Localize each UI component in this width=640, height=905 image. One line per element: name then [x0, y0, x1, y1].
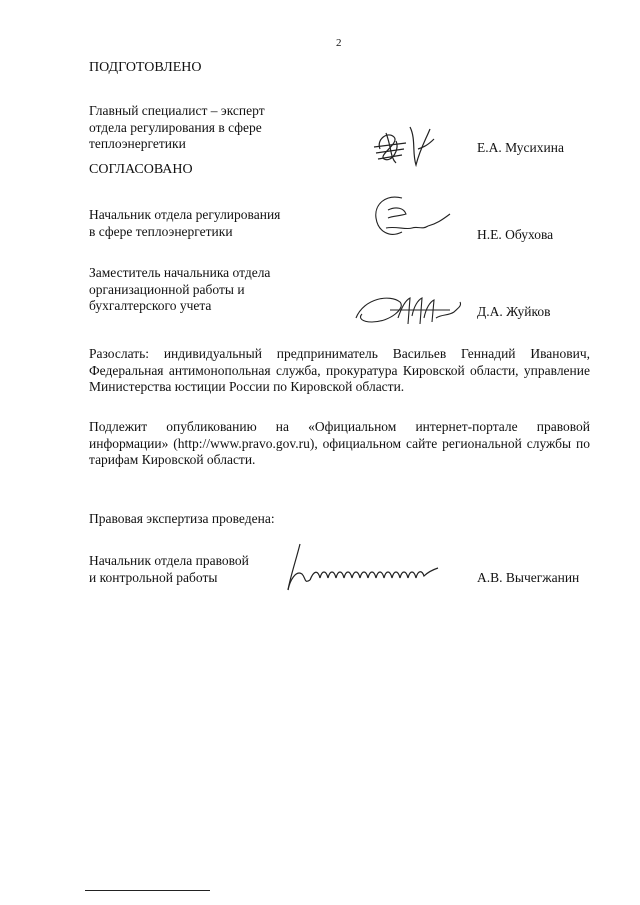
position-line: отдела регулирования в сфере	[89, 119, 262, 135]
page-number: 2	[336, 37, 342, 49]
prepared-name: Е.А. Мусихина	[477, 140, 564, 155]
signature-obukhova	[366, 190, 456, 245]
prepared-position	[89, 103, 265, 153]
legal-review-heading: Правовая экспертиза проведена:	[89, 511, 275, 526]
footnote-separator	[85, 890, 210, 891]
position-line: и контрольной работы	[89, 569, 218, 585]
position-line: в сфере теплоэнергетики	[89, 223, 233, 239]
signer-zhuikov-name: Д.А. Жуйков	[477, 304, 551, 319]
publication-paragraph: Подлежит опубликованию на «Официальном интернет-портале правовой информации» (http://www.pravo.gov.ru), официальном сайте региональной службы по тарифам Кировской области.	[89, 419, 590, 467]
agreed-heading: СОГЛАСОВАНО	[89, 162, 193, 177]
signature-musikhina	[366, 119, 446, 169]
position-line: бухгалтерского учета	[89, 298, 212, 313]
signature-vychegzhanin	[282, 540, 442, 595]
signer-obukhova-name: Н.Е. Обухова	[477, 227, 554, 242]
legal-review-name: А.В. Вычегжанин	[477, 570, 580, 585]
signer-obukhova-position	[89, 207, 280, 240]
signer-zhuikov-position	[89, 265, 270, 315]
position-line: Заместитель начальника отдела	[89, 265, 271, 280]
position-line: организационной работы и	[89, 281, 245, 297]
position-line: теплоэнергетики	[89, 136, 186, 151]
position-line: Начальник отдела правовой	[89, 553, 249, 568]
position-line: Главный специалист – эксперт	[89, 103, 265, 118]
prepared-heading: ПОДГОТОВЛЕНО	[89, 60, 202, 75]
signature-zhuikov	[350, 288, 465, 333]
distribution-paragraph: Разослать: индивидуальный предприниматель Васильев Геннадий Иванович, Федеральная антимонопольная служба, прокуратура Кировской области, управление Министерства юстиции России по Кировской области.	[89, 346, 590, 394]
legal-review-position	[89, 553, 249, 586]
position-line: Начальник отдела регулирования	[89, 207, 281, 222]
